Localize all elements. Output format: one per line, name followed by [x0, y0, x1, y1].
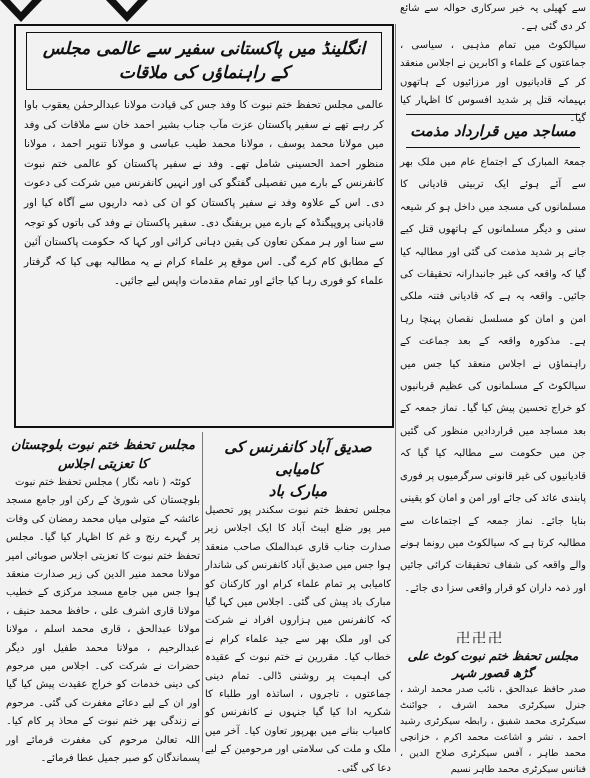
logo-fragment-right — [106, 0, 148, 22]
condemn-body: جمعۃ المبارک کے اجتماع عام میں ملک بھر سے آئے ہوئے ایک تربیتی قادیانی کا مسلمانوں کی مسجد میں داخل ہو کر شیعہ سنی و دیگر مسلمانوں کے ہاتھوں قتل کیے جانے پر شدید مذمت کی گئی اور مطالبہ کیا گیا کہ واقعہ کی غیر جانبدارانہ تحقیقات کی جائیں۔ واقعہ یہ ہے کہ قادیانی فتنہ ملکی امن و امان کو مسلسل نقصان پہنچا رہا ہے۔ مذکورہ واقعہ کے بعد جماعت کے راہنماؤں نے اجلاس منعقد کیا جس میں سیالکوٹ کے مسلمانوں کی عظیم قربانیوں کو خراج تحسین پیش کیا گیا۔ نماز جمعہ کے بعد مساجد میں قراردادیں منظور کی گئیں جن میں حکومت سے مطالبہ کیا گیا کہ قادیانیوں کی غیر قانونی سرگرمیوں پر فوری پابندی عائد کی جائے اور امن و امان کو یقینی بنایا جائے۔ نماز جمعہ کے اجتماعات سے مطالبہ کرتا ہے کہ سیالکوٹ میں رونما ہونے والے واقعہ کی شفاف تحقیقات کرائی جائیں اور ذمہ داران کو قرار واقعی سزا دی جائے۔ — [400, 157, 586, 594]
balochistan-intro: کوئٹہ ( نامہ نگار ) مجلس تحفظ ختم نبوت — [15, 477, 191, 488]
main-headline: انگلینڈ میں پاکستانی سفیر سے عالمی مجلس کے راہنماؤں کی ملاقات — [42, 39, 366, 83]
column-rule — [395, 24, 396, 752]
success-article — [205, 436, 391, 774]
main-body: عالمی مجلس تحفظ ختم نبوت کا وفد جس کی قیادت مولانا عبدالرحمٰن یعقوب باوا کر رہے تھے نے سفیر پاکستان عزت مآب جناب بشیر احمد خان سے ملاقات کی وفد میں مولانا محمد یوسف ، مولانا محمد طیب عباسی و مولانا تنویر احمد ، مولانا منظور احمد الحسینی شامل تھے۔ وفد نے سفیر پاکستان کو عالمی ختم نبوت کانفرنس کے بارے میں تفصیلی گفتگو کی اور انہیں کانفرنس میں شرکت کی دعوت دی۔ اس کے علاوہ وفد نے سفیر پاکستان کو ان کی ذمہ داریوں سے آگاہ کیا اور قادیانی پروپیگنڈہ کے بارے میں بریفنگ دی۔ سفیر پاکستان نے وفد کی باتوں کو توجہ سے سنا اور ہر ممکن تعاون کی یقین دہانی کرائی اور کہا کہ حکومت پاکستان آئین کے مطابق کام کرے گی۔ اس موقع پر علماء کرام نے یہ مطالبہ بھی کیا کہ گرفتار علماء کو فوری رہا کیا جائے اور تمام مقدمات واپس لیے جائیں۔ — [24, 99, 384, 288]
kasur-article — [400, 648, 586, 775]
top-fragment-2: سیالکوٹ میں تمام مذہبی ، سیاسی ، جماعتوں کے علماء و اکابرین نے اجلاس منعقد کر کے قادیانیوں اور مرزائیوں کے ہاتھوں بہیمانہ قتل پر شدید افسوس کا اظہار کیا گیا۔ — [400, 39, 586, 125]
success-body: مجلس تحفظ ختم نبوت سکندر پور تحصیل میر پور ضلع ایبٹ آباد کا ایک اجلاس زیر صدارت جناب قاری عبدالملک صاحب منعقد ہوا جس میں صدیق آباد کانفرنس کی شاندار کامیابی پر تمام علماء کرام اور کارکنان کو مبارک باد پیش کی گئی۔ اجلاس میں کہا گیا کہ کانفرنس میں ہزاروں افراد نے شرکت کی اور ملک بھر سے جید علماء کرام نے خطاب کیا۔ مقررین نے ختم نبوت کے عقیدہ کی اہمیت پر روشنی ڈالی۔ تمام دینی جماعتوں ، تاجروں ، اساتذہ اور طلباء کا شکریہ ادا کیا گیا جنہوں نے کانفرنس کو کامیاب بنانے میں بھرپور تعاون کیا۔ آخر میں ملک و ملت کی سلامتی اور مرحومین کے لیے دعا کی گئی۔ — [205, 505, 391, 774]
balochistan-headline: مجلس تحفظ ختم نبوت بلوچستان کا تعزیتی اجلاس — [10, 438, 196, 472]
top-fragment-1: سے کھیلی یہ خبر سرکاری حوالہ سے شائع کر دی گئی ہے۔ — [400, 3, 586, 33]
main-article — [14, 24, 394, 428]
logo-fragment-left — [0, 0, 42, 22]
balochistan-body: بلوچستان کی شوریٰ کے رکن اور جامع مسجد عائشہ کے متولی میاں محمد رمضان کی وفات پر گہرے رنج و غم کا اظہار کیا گیا۔ مجلس تحفظ ختم نبوت کا تعزیتی اجلاس صوبائی امیر مولانا محمد منیر الدین کی زیر صدارت منعقد ہوا جس میں جامع مسجد مرکزی کے خطیب مولانا قاری اشرف علی ، حافظ محمد حنیف ، مولانا عبدالحق ، قاری محمد اسلم ، مولانا عبدالرحیم ، مولانا محمد طفیل اور دیگر حضرات نے شرکت کی۔ اجلاس میں مرحوم کی دینی خدمات کو خراج عقیدت پیش کیا گیا اور ان کے لیے دعائے مغفرت کی گئی۔ مرحوم نے زندگی بھر ختم نبوت کے محاذ پر کام کیا۔ اللہ تعالیٰ مرحوم کی مغفرت فرمائے اور پسماندگان کو صبر جمیل عطا فرمائے۔ — [6, 495, 200, 765]
condemn-article — [400, 110, 586, 605]
success-subheadline: مبارک باد — [268, 482, 328, 500]
condemn-headline: مساجد میں قرارداد مذمت — [410, 122, 576, 140]
divider — [406, 114, 580, 115]
main-headline-frame — [26, 32, 382, 90]
balochistan-article — [6, 436, 200, 765]
divider — [406, 147, 580, 148]
ornament: 卍卍卍 — [456, 631, 504, 647]
kasur-body: صدر حافظ عبدالحق ، نائب صدر محمد ارشد ، جنرل سیکرٹری محمد اشرف ، جوائنٹ سیکرٹری محمد شفیق ، رابطہ سیکرٹری رشید احمد ، نشر و اشاعت محمد اکرم ، خزانچی محمد طاہر ، آفس سیکرٹری صلاح الدین ، فنانس سیکرٹری محمد طاہر نسیم — [400, 684, 586, 775]
column-rule — [202, 432, 203, 752]
success-headline: صدیق آباد کانفرنس کی کامیابی — [224, 438, 372, 478]
kasur-headline: مجلس تحفظ ختم نبوت کوٹ علی گڑھ قصور شہر — [407, 649, 579, 680]
